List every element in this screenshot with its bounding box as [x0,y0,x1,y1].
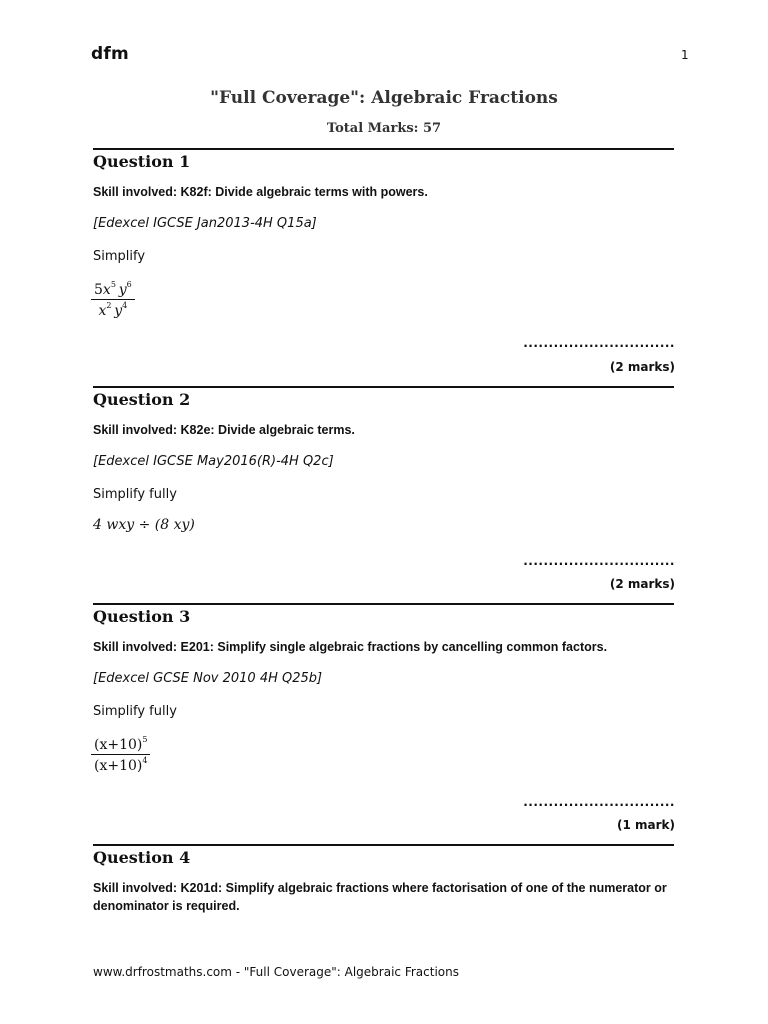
question-1-instruction: Simplify [93,249,146,264]
total-marks: Total Marks: 57 [326,121,442,136]
question-2-heading: Question 2 [93,390,191,409]
question-2-skill: Skill involved: K82e: Divide algebraic terms. [93,423,355,437]
answer-line: .............................. [523,336,675,350]
question-2-instruction: Simplify fully [93,487,177,502]
answer-line: .............................. [523,554,675,568]
page-footer: www.drfrostmaths.com - "Full Coverage": Algebraic Fractions [93,965,459,979]
question-1-expression: $\frac{5x^5 y^6}{x^2 y^4}$ [91,280,135,319]
question-3-expression: $\frac{(x+10)^5}{(x+10)^4}$ [91,735,150,774]
question-divider [93,603,674,605]
question-1-skill: Skill involved: K82f: Divide algebraic terms with powers. [93,185,428,199]
question-2-source: [Edexcel IGCSE May2016(R)-4H Q2c] [93,454,334,469]
question-divider [93,386,674,388]
question-divider [93,844,674,846]
question-1-source: [Edexcel IGCSE Jan2013-4H Q15a] [93,216,317,231]
question-4-skill: Skill involved: K201d: Simplify algebraic fractions where factorisation of one of the numerator or denominator is required. [93,881,667,913]
question-3-source: [Edexcel GCSE Nov 2010 4H Q25b] [93,671,323,686]
document-title: "Full Coverage": Algebraic Fractions [210,88,558,108]
answer-line: .............................. [523,795,675,809]
question-2-expression: 4 wxy ÷ (8 xy) [93,517,195,533]
question-1-marks: (2 marks) [609,360,675,374]
question-3-skill: Skill involved: E201: Simplify single algebraic fractions by cancelling common factors. [93,640,608,654]
question-3-marks: (1 mark) [617,818,675,832]
question-divider [93,148,674,150]
question-2-marks: (2 marks) [609,577,675,591]
question-1-heading: Question 1 [93,152,191,171]
question-4-heading: Question 4 [93,848,191,867]
question-3-heading: Question 3 [93,607,191,626]
question-3-instruction: Simplify fully [93,704,177,719]
page-number: 1 [681,48,689,62]
dfm-logo: dfm [91,44,129,64]
